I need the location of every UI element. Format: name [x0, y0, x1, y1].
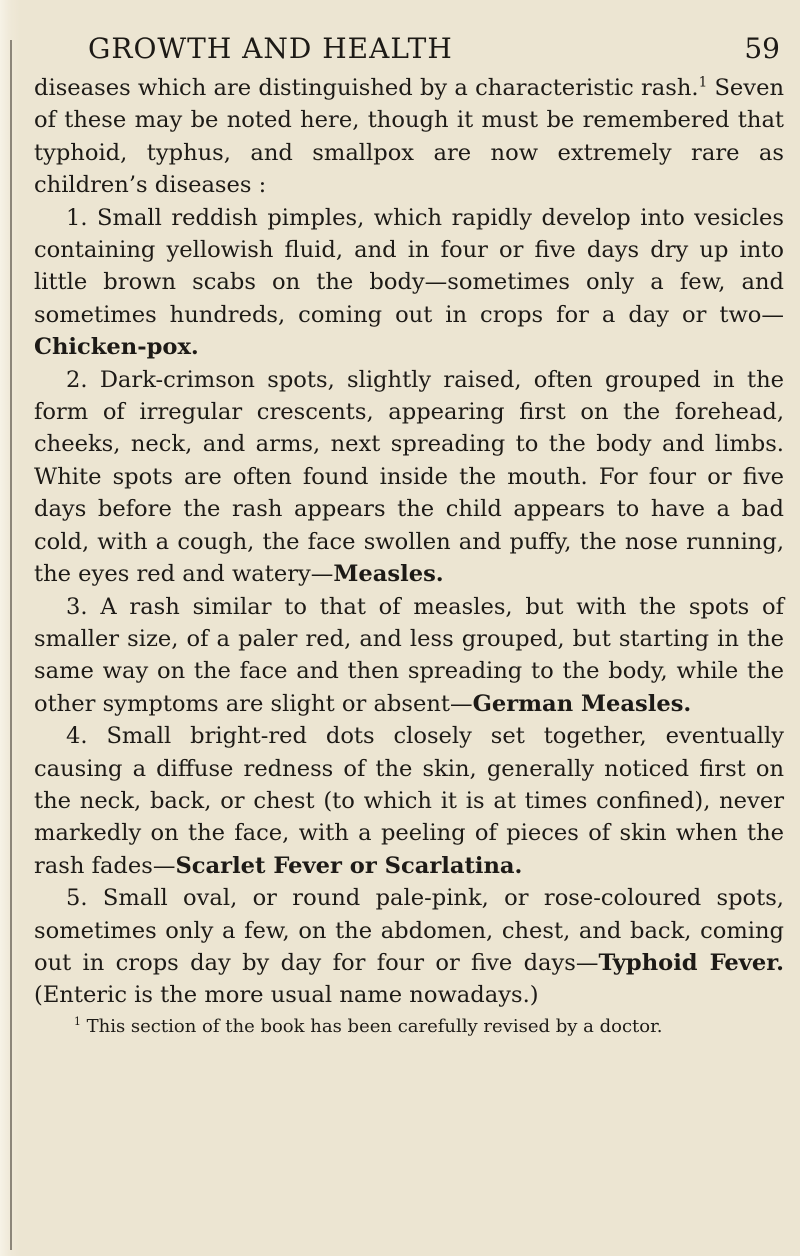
book-page	[34, 0, 784, 1040]
item-number: 2.	[66, 366, 88, 393]
running-title: GROWTH AND HEALTH	[88, 32, 453, 65]
item-description: Small oval, or round pale-pink, or rose-coloured spots, sometimes only a few, on the abdomen, chest, and back, coming out in crops day by day for four or five days—	[34, 885, 784, 976]
intro-paragraph	[34, 72, 784, 202]
disease-name: German Measles.	[472, 690, 692, 717]
item-number: 4.	[66, 723, 88, 750]
body-text	[34, 72, 784, 1012]
footnote-reference: 1	[698, 74, 708, 91]
item-number: 5.	[66, 885, 88, 912]
list-item-3	[34, 591, 784, 721]
list-item-4	[34, 720, 784, 882]
disease-name: Scarlet Fever or Scarlatina.	[175, 852, 523, 879]
footnote-mark: 1	[74, 1014, 81, 1028]
item-description: Small bright-red dots closely set together, eventually causing a diffuse redness of the skin, generally noticed first on the neck, back, or chest (to which it is at times confined), never markedly on the face, with a peeling of pieces of skin when the rash fades—	[34, 723, 784, 879]
item-description: A rash similar to that of measles, but with the spots of smaller size, of a paler red, and less grouped, but starting in the same way on the face and then spreading to the body, while the other symptoms are slight or absent—	[34, 593, 784, 717]
binding-edge	[10, 40, 12, 1250]
list-item-2	[34, 364, 784, 591]
disease-name: Measles.	[333, 561, 444, 588]
item-number: 1.	[66, 204, 88, 231]
item-number: 3.	[66, 593, 88, 620]
page-number: 59	[744, 32, 780, 65]
item-description: Dark-crimson spots, slightly raised, often grouped in the form of irregular crescents, appearing first on the forehead, cheeks, neck, and arms, next spreading to the body and limbs. White spots are often found inside the mouth. For four or five days before the rash appears the child appears to have a bad cold, with a cough, the face swollen and puffy, the nose running, the eyes red and watery—	[34, 366, 784, 588]
item-description: Small reddish pimples, which rapidly develop into vesicles containing yellowish fluid, and in four or five days dry up into little brown scabs on the body—sometimes only a few, and sometimes hundreds, coming out in crops for a day or two—	[34, 204, 784, 328]
list-item-1	[34, 202, 784, 364]
intro-text-continued: Seven of these may be noted here, though it must be remembered that typhoid, typhus, and smallpox are now extremely rare as children’s diseases :	[34, 75, 784, 199]
running-head	[34, 0, 784, 72]
disease-name: Chicken-pox.	[34, 334, 199, 361]
footnote	[34, 1014, 784, 1040]
footnote-text: This section of the book has been carefully revised by a doctor.	[80, 1015, 663, 1037]
intro-text: diseases which are distinguished by a characteristic rash.	[34, 75, 699, 101]
item-description-continued: (Enteric is the more usual name nowadays.)	[34, 982, 539, 1009]
disease-name: Typhoid Fever.	[598, 949, 784, 976]
list-item-5	[34, 882, 784, 1012]
